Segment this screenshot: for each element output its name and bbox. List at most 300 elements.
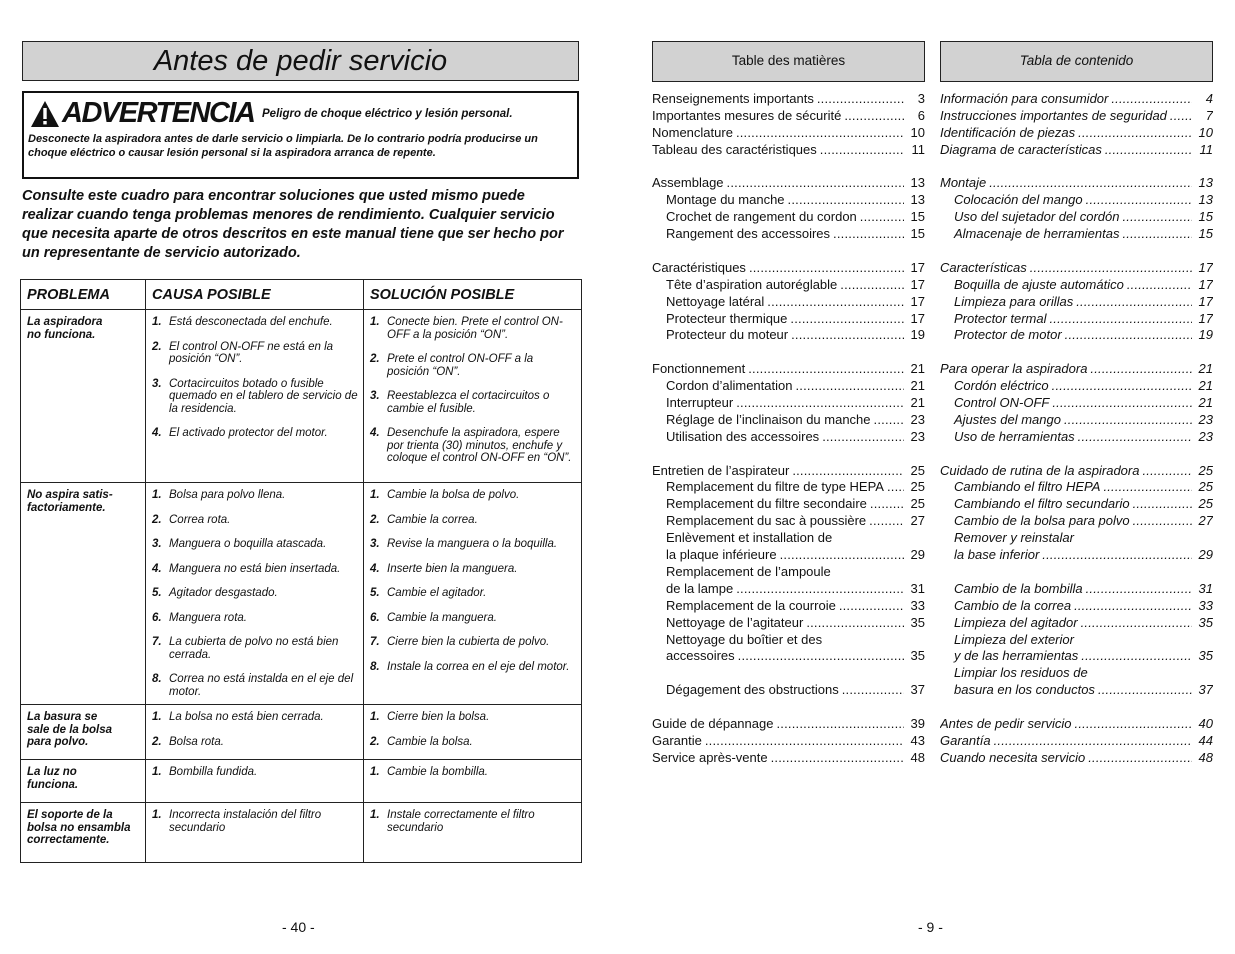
- toc-leader-dots: [788, 192, 904, 209]
- item-number: 8.: [152, 673, 162, 685]
- item-number: 2.: [152, 340, 162, 353]
- warning-subtitle: Peligro de choque eléctrico y lesión personal.: [262, 108, 513, 120]
- toc-leader-dots: [1042, 547, 1192, 564]
- toc-entry: [652, 361, 925, 378]
- toc-entry-title: Cuando necesita servicio: [940, 749, 1086, 765]
- toc-leader-dots: [840, 277, 904, 294]
- cause-cell: [146, 803, 364, 863]
- page-number-right: - 9 -: [918, 919, 943, 935]
- toc-leader-dots: [844, 108, 904, 125]
- column-header: PROBLEMA: [21, 280, 146, 310]
- toc-leader-dots: [705, 733, 904, 750]
- toc-entry: [940, 142, 1213, 159]
- toc-leader-dots: [776, 716, 904, 733]
- item-number: 3.: [370, 390, 380, 402]
- toc-entry-page: 25: [1198, 496, 1213, 512]
- toc-leader-dots: [1074, 598, 1192, 615]
- toc-entry-title: Almacenaje de herramientas: [954, 226, 1120, 242]
- toc-entry-page: 6: [917, 107, 925, 123]
- toc-entry-page: 17: [910, 293, 925, 309]
- table-row: [21, 483, 582, 705]
- toc-entry-page: 37: [1198, 682, 1213, 698]
- toc-leader-dots: [1170, 108, 1192, 125]
- table-header-row: [21, 280, 582, 310]
- item-number: 1.: [152, 316, 162, 328]
- toc-leader-dots: [825, 632, 904, 649]
- item-number: 6.: [152, 611, 162, 624]
- solution-item: [370, 316, 577, 341]
- toc-entry-title: Limpiar los residuos de: [954, 665, 1088, 681]
- item-text: Manguera o boquilla atascada.: [169, 538, 327, 550]
- solution-item: [370, 612, 577, 625]
- toc-entry-title: Cordón eléctrico: [954, 378, 1049, 394]
- toc-entry-title: accessoires: [666, 648, 735, 664]
- toc-entry: [940, 513, 1213, 530]
- toc-entry-page: 25: [910, 479, 925, 495]
- item-number: 1.: [152, 711, 162, 723]
- item-text: Inserte bien la manguera.: [387, 562, 518, 575]
- item-number: 1.: [370, 316, 380, 328]
- toc-entry-page: 33: [1198, 597, 1213, 613]
- toc-entry-title: Interrupteur: [666, 395, 734, 411]
- toc-entry: [652, 564, 925, 581]
- item-text: Está desconectada del enchufe.: [169, 316, 333, 328]
- toc-entry-title: Antes de pedir servicio: [940, 715, 1072, 731]
- item-text: Prete el control ON-OFF a la posición “ON”.: [387, 353, 534, 378]
- toc-leader-dots: [1133, 513, 1192, 530]
- toc-gap: [940, 446, 1213, 463]
- toc-entry-page: 25: [910, 462, 925, 478]
- toc-leader-dots: [748, 361, 904, 378]
- toc-entry-page: 27: [1198, 513, 1213, 529]
- cause-item: [152, 587, 359, 600]
- toc-leader-dots: [994, 733, 1192, 750]
- toc-entry: [652, 142, 925, 159]
- toc-entry-title: Colocación del mango: [954, 192, 1083, 208]
- item-number: 2.: [152, 513, 162, 526]
- toc-entry-page: 25: [1198, 462, 1213, 478]
- toc-entry-page: 17: [910, 259, 925, 275]
- toc-entry: [652, 648, 925, 665]
- toc-leader-dots: [839, 598, 904, 615]
- item-number: 7.: [370, 636, 380, 648]
- item-number: 8.: [370, 660, 380, 673]
- toc-entry-title: de la lampe: [666, 580, 734, 596]
- toc-entry-page: [907, 530, 925, 547]
- toc-entry: [652, 716, 925, 733]
- toc-list-fr: [652, 91, 925, 767]
- item-text: Conecte bien. Prete el control ON-OFF a la posición “ON”.: [387, 316, 563, 341]
- toc-entry: [652, 125, 925, 142]
- toc-leader-dots: [1103, 479, 1192, 496]
- toc-gap: [940, 699, 1213, 716]
- solution-cell: [364, 803, 582, 863]
- toc-entry-page: 33: [910, 597, 925, 613]
- problem-text: La aspiradora no funciona.: [27, 316, 103, 341]
- item-text: Bolsa rota.: [169, 735, 224, 748]
- toc-entry-title: Remplacement du filtre de type HEPA: [666, 479, 884, 495]
- toc-gap: [940, 344, 1213, 361]
- item-number: 6.: [370, 611, 380, 624]
- cause-item: [152, 427, 359, 440]
- toc-entry-page: 11: [1199, 141, 1213, 157]
- toc-entry-page: 23: [1198, 411, 1213, 427]
- toc-entry-page: 27: [910, 513, 925, 529]
- toc-entry-page: 23: [910, 428, 925, 444]
- item-text: El activado protector del motor.: [169, 427, 328, 439]
- toc-leader-dots: [822, 429, 904, 446]
- toc-leader-dots: [1127, 277, 1192, 294]
- toc-entry: [652, 682, 925, 699]
- item-text: Revise la manguera o la boquilla.: [387, 538, 558, 550]
- item-number: 1.: [370, 711, 380, 723]
- toc-entry-page: 29: [1198, 547, 1213, 563]
- toc-entry: [940, 581, 1213, 598]
- toc-entry-title: y de las herramientas: [954, 648, 1079, 664]
- column-header: SOLUCIÓN POSIBLE: [364, 280, 582, 310]
- toc-leader-dots: [1078, 125, 1192, 142]
- toc-entry-page: 48: [910, 749, 925, 765]
- column-header: CAUSA POSIBLE: [146, 280, 364, 310]
- solution-item: [370, 661, 577, 674]
- item-text: La cubierta de polvo no está bien cerrada.: [169, 636, 339, 661]
- solution-item: [370, 736, 577, 749]
- toc-leader-dots: [792, 463, 904, 480]
- toc-entry: [940, 716, 1213, 733]
- toc-entry-title: Remplacement de la courroie: [666, 597, 836, 613]
- problem-text: El soporte de la bolsa no ensambla correctamente.: [27, 809, 131, 846]
- toc-entry-page: 13: [910, 175, 925, 191]
- toc-entry-title: Protector de motor: [954, 327, 1062, 343]
- toc-entry-title: Uso de herramientas: [954, 428, 1075, 444]
- toc-leader-dots: [834, 564, 904, 581]
- toc-leader-dots: [1081, 615, 1192, 632]
- toc-leader-dots: [835, 530, 904, 547]
- toc-entry: [652, 598, 925, 615]
- toc-entry-page: 21: [1198, 361, 1213, 377]
- cause-item: [152, 809, 359, 834]
- toc-entry-title: Características: [940, 259, 1027, 275]
- solution-item: [370, 766, 577, 779]
- toc-leader-dots: [1123, 209, 1193, 226]
- cause-item: [152, 612, 359, 625]
- solution-item: [370, 353, 577, 378]
- warning-header: [30, 97, 254, 130]
- toc-entry: [940, 496, 1213, 513]
- toc-gap: [940, 159, 1213, 176]
- toc-entry-title: Limpieza del exterior: [954, 631, 1074, 647]
- toc-entry-page: 15: [1198, 226, 1213, 242]
- toc-leader-dots: [1086, 192, 1192, 209]
- toc-entry-page: 31: [1198, 580, 1213, 596]
- toc-entry: [652, 311, 925, 328]
- item-text: Cierre bien la cubierta de polvo.: [387, 636, 550, 648]
- toc-leader-dots: [1086, 581, 1192, 598]
- toc-entry-page: 15: [1198, 209, 1213, 225]
- toc-entry-title: Montaje: [940, 175, 987, 191]
- toc-entry: [940, 463, 1213, 480]
- toc-entry-page: 44: [1198, 732, 1213, 748]
- toc-leader-dots: [1111, 91, 1192, 108]
- toc-leader-dots: [771, 750, 904, 767]
- page-title-box: [22, 41, 579, 81]
- item-text: Cambie la bombilla.: [387, 766, 488, 778]
- cause-cell: [146, 705, 364, 760]
- toc-entry-title: Información para consumidor: [940, 91, 1109, 106]
- toc-entry-page: 21: [1198, 395, 1213, 411]
- toc-entry: [940, 598, 1213, 615]
- toc-entry: [652, 615, 925, 632]
- item-number: 4.: [152, 562, 162, 575]
- item-number: 4.: [370, 427, 380, 439]
- toc-entry: [652, 632, 925, 649]
- toc-entry-title: Diagrama de características: [940, 141, 1102, 157]
- toc-entry-page: 7: [1205, 107, 1213, 123]
- toc-entry-page: 23: [1198, 428, 1213, 444]
- toc-leader-dots: [874, 412, 904, 429]
- toc-entry-title: Tableau des caractéristiques: [652, 141, 817, 157]
- toc-entry: [652, 209, 925, 226]
- toc-entry: [940, 192, 1213, 209]
- toc-entry-title: Crochet de rangement du cordon: [666, 209, 857, 225]
- toc-leader-dots: [887, 479, 904, 496]
- item-text: Incorrecta instalación del filtro secundario: [169, 809, 322, 834]
- item-number: 2.: [370, 735, 380, 748]
- toc-entry-page: 21: [910, 361, 925, 377]
- toc-entry-title: Remplacement de l’ampoule: [666, 563, 831, 579]
- toc-entry-title: Nettoyage latéral: [666, 293, 765, 309]
- item-number: 5.: [152, 587, 162, 599]
- toc-entry-page: 15: [910, 209, 925, 225]
- toc-entry-title: Instrucciones importantes de seguridad: [940, 107, 1167, 123]
- warning-word: ADVERTENCIA: [62, 97, 255, 129]
- toc-leader-dots: [1091, 665, 1192, 682]
- toc-entry-page: 13: [1198, 175, 1213, 191]
- toc-entry-title: Protecteur thermique: [666, 310, 788, 326]
- item-text: Reestablezca el cortacircuitos o cambie el fusible.: [387, 390, 550, 415]
- solution-item: [370, 390, 577, 415]
- toc-leader-dots: [749, 260, 904, 277]
- toc-entry: [940, 648, 1213, 665]
- problem-cell: [21, 483, 146, 705]
- toc-entry: [940, 429, 1213, 446]
- toc-entry-title: Protecteur du moteur: [666, 327, 789, 343]
- toc-list-es: [940, 91, 1213, 767]
- toc-entry: [940, 327, 1213, 344]
- toc-entry: [940, 412, 1213, 429]
- toc-leader-dots: [1105, 142, 1192, 159]
- cause-item: [152, 316, 359, 329]
- solution-cell: [364, 760, 582, 803]
- toc-entry: [940, 395, 1213, 412]
- toc-leader-dots: [736, 125, 904, 142]
- toc-entry-title: Nettoyage du boîtier et des: [666, 631, 823, 647]
- item-number: 3.: [152, 538, 162, 550]
- toc-entry: [940, 479, 1213, 496]
- item-number: 2.: [370, 513, 380, 526]
- toc-leader-dots: [736, 581, 904, 598]
- toc-entry-page: 17: [910, 276, 925, 292]
- toc-entry-page: 21: [910, 378, 925, 394]
- toc-entry-title: Boquilla de ajuste automático: [954, 276, 1124, 292]
- toc-entry-page: 21: [1198, 378, 1213, 394]
- toc-entry: [652, 91, 925, 108]
- cause-item: [152, 514, 359, 527]
- item-text: Correa rota.: [169, 513, 231, 526]
- problem-cell: [21, 705, 146, 760]
- item-number: 5.: [370, 587, 380, 599]
- toc-entry-page: [907, 632, 925, 649]
- cause-item: [152, 378, 359, 416]
- table-row: [21, 760, 582, 803]
- toc-gap: [652, 446, 925, 463]
- cause-item: [152, 636, 359, 661]
- toc-entry-page: 17: [910, 310, 925, 326]
- item-text: Manguera rota.: [169, 611, 247, 624]
- item-text: Bolsa para polvo llena.: [169, 489, 286, 501]
- toc-entry-title: la plaque inférieure: [666, 547, 777, 563]
- toc-entry-title: Tête d’aspiration autoréglable: [666, 276, 838, 292]
- toc-leader-dots: [1133, 496, 1192, 513]
- item-text: Cierre bien la bolsa.: [387, 711, 490, 723]
- toc-leader-dots: [738, 648, 904, 665]
- toc-entry-page: [1195, 665, 1213, 682]
- solution-item: [370, 427, 577, 465]
- toc-entry: [652, 750, 925, 767]
- toc-entry: [940, 547, 1213, 564]
- cause-item: [152, 766, 359, 779]
- solution-item: [370, 538, 577, 551]
- item-number: 3.: [370, 538, 380, 550]
- toc-entry: [652, 395, 925, 412]
- toc-gap: [652, 243, 925, 260]
- solution-item: [370, 809, 577, 834]
- toc-leader-dots: [767, 294, 904, 311]
- item-text: Cortacircuitos botado o fusible quemado en el tablero de servicio de la residencia.: [169, 377, 358, 415]
- toc-leader-dots: [795, 378, 904, 395]
- toc-entry-page: 39: [910, 715, 925, 731]
- toc-entry: [652, 226, 925, 243]
- toc-leader-dots: [727, 175, 904, 192]
- toc-entry-page: 17: [1198, 276, 1213, 292]
- solution-item: [370, 587, 577, 600]
- solution-item: [370, 636, 577, 649]
- toc-entry-title: Cordon d’alimentation: [666, 378, 793, 394]
- toc-entry: [940, 311, 1213, 328]
- item-number: 3.: [152, 377, 162, 390]
- cause-item: [152, 341, 359, 366]
- toc-leader-dots: [842, 682, 904, 699]
- toc-leader-dots: [1078, 429, 1192, 446]
- toc-leader-dots: [790, 311, 904, 328]
- table-row: [21, 803, 582, 863]
- problem-text: No aspira satis- factoriamente.: [27, 489, 113, 514]
- toc-entry: [940, 378, 1213, 395]
- toc-entry-page: 4: [1205, 91, 1213, 106]
- item-number: 1.: [152, 809, 162, 821]
- solution-item: [370, 563, 577, 576]
- solution-cell: [364, 310, 582, 483]
- toc-entry-title: Cuidado de rutina de la aspiradora: [940, 462, 1140, 478]
- toc-leader-dots: [736, 395, 904, 412]
- toc-leader-dots: [817, 91, 904, 108]
- toc-heading-es: Tabla de contenido: [940, 41, 1213, 82]
- toc-entry-title: Cambio de la bolsa para polvo: [954, 513, 1130, 529]
- table-row: [21, 310, 582, 483]
- item-text: El control ON-OFF ne está en la posición “ON”.: [169, 340, 334, 365]
- toc-entry-title: Limpieza para orillas: [954, 293, 1074, 309]
- toc-entry-title: Guide de dépannage: [652, 715, 774, 731]
- toc-entry-title: Uso del sujetador del cordón: [954, 209, 1120, 225]
- problem-cell: [21, 803, 146, 863]
- toc-leader-dots: [780, 547, 904, 564]
- toc-entry-title: Remplacement du filtre secondaire: [666, 496, 867, 512]
- toc-entry-page: 19: [910, 327, 925, 343]
- toc-leader-dots: [1122, 226, 1192, 243]
- item-text: Instale la correa en el eje del motor.: [387, 660, 570, 673]
- intro-paragraph: Consulte este cuadro para encontrar soluciones que usted mismo puede realizar cuando tenga problemas menores de rendimiento. Cualquier servicio que necesita aparte de otros descritos en este manual tiene que ser hecho por un representante de servicio autorizado.: [22, 188, 564, 261]
- toc-entry: [940, 615, 1213, 632]
- toc-entry: [940, 108, 1213, 125]
- problem-text: La luz no funciona.: [27, 766, 79, 791]
- item-text: La bolsa no está bien cerrada.: [169, 711, 324, 723]
- toc-entry-title: Assemblage: [652, 175, 724, 191]
- toc-entry: [940, 530, 1213, 547]
- item-text: Agitador desgastado.: [169, 587, 278, 599]
- toc-entry-title: Remover y reinstalar: [954, 530, 1074, 546]
- problem-cell: [21, 760, 146, 803]
- solution-cell: [364, 705, 582, 760]
- toc-entry-page: 25: [910, 496, 925, 512]
- toc-leader-dots: [1098, 682, 1192, 699]
- toc-entry-title: Renseignements importants: [652, 91, 814, 106]
- toc-entry-title: la base inferior: [954, 547, 1040, 563]
- toc-entry-page: 31: [910, 580, 925, 596]
- item-number: 7.: [152, 636, 162, 648]
- toc-leader-dots: [820, 142, 904, 159]
- toc-leader-dots: [1075, 716, 1192, 733]
- toc-entry-page: 13: [910, 192, 925, 208]
- solution-item: [370, 489, 577, 502]
- toc-entry: [940, 294, 1213, 311]
- item-text: Instale correctamente el filtro secundario: [387, 809, 535, 834]
- toc-entry-title: basura en los conductos: [954, 682, 1095, 698]
- toc-entry-page: 35: [910, 614, 925, 630]
- toc-entry: [940, 277, 1213, 294]
- toc-entry-page: [1195, 530, 1213, 547]
- toc-entry: [652, 547, 925, 564]
- toc-entry-title: Cambiando el filtro HEPA: [954, 479, 1101, 495]
- toc-entry: [940, 91, 1213, 108]
- toc-entry-title: Dégagement des obstructions: [666, 682, 839, 698]
- cause-item: [152, 489, 359, 502]
- toc-entry: [940, 665, 1213, 682]
- toc-leader-dots: [806, 615, 904, 632]
- toc-leader-dots: [1076, 294, 1192, 311]
- item-number: 1.: [370, 809, 380, 821]
- toc-entry: [940, 361, 1213, 378]
- toc-entry-page: 10: [1198, 124, 1213, 140]
- toc-leader-dots: [791, 327, 904, 344]
- toc-entry: [652, 277, 925, 294]
- toc-entry-title: Rangement des accessoires: [666, 226, 831, 242]
- page-title: Antes de pedir servicio: [153, 45, 448, 77]
- toc-leader-dots: [1081, 648, 1192, 665]
- toc-entry: [652, 327, 925, 344]
- toc-entry-title: Enlèvement et installation de: [666, 530, 833, 546]
- toc-gap: [652, 665, 925, 682]
- toc-entry-page: 19: [1198, 327, 1213, 343]
